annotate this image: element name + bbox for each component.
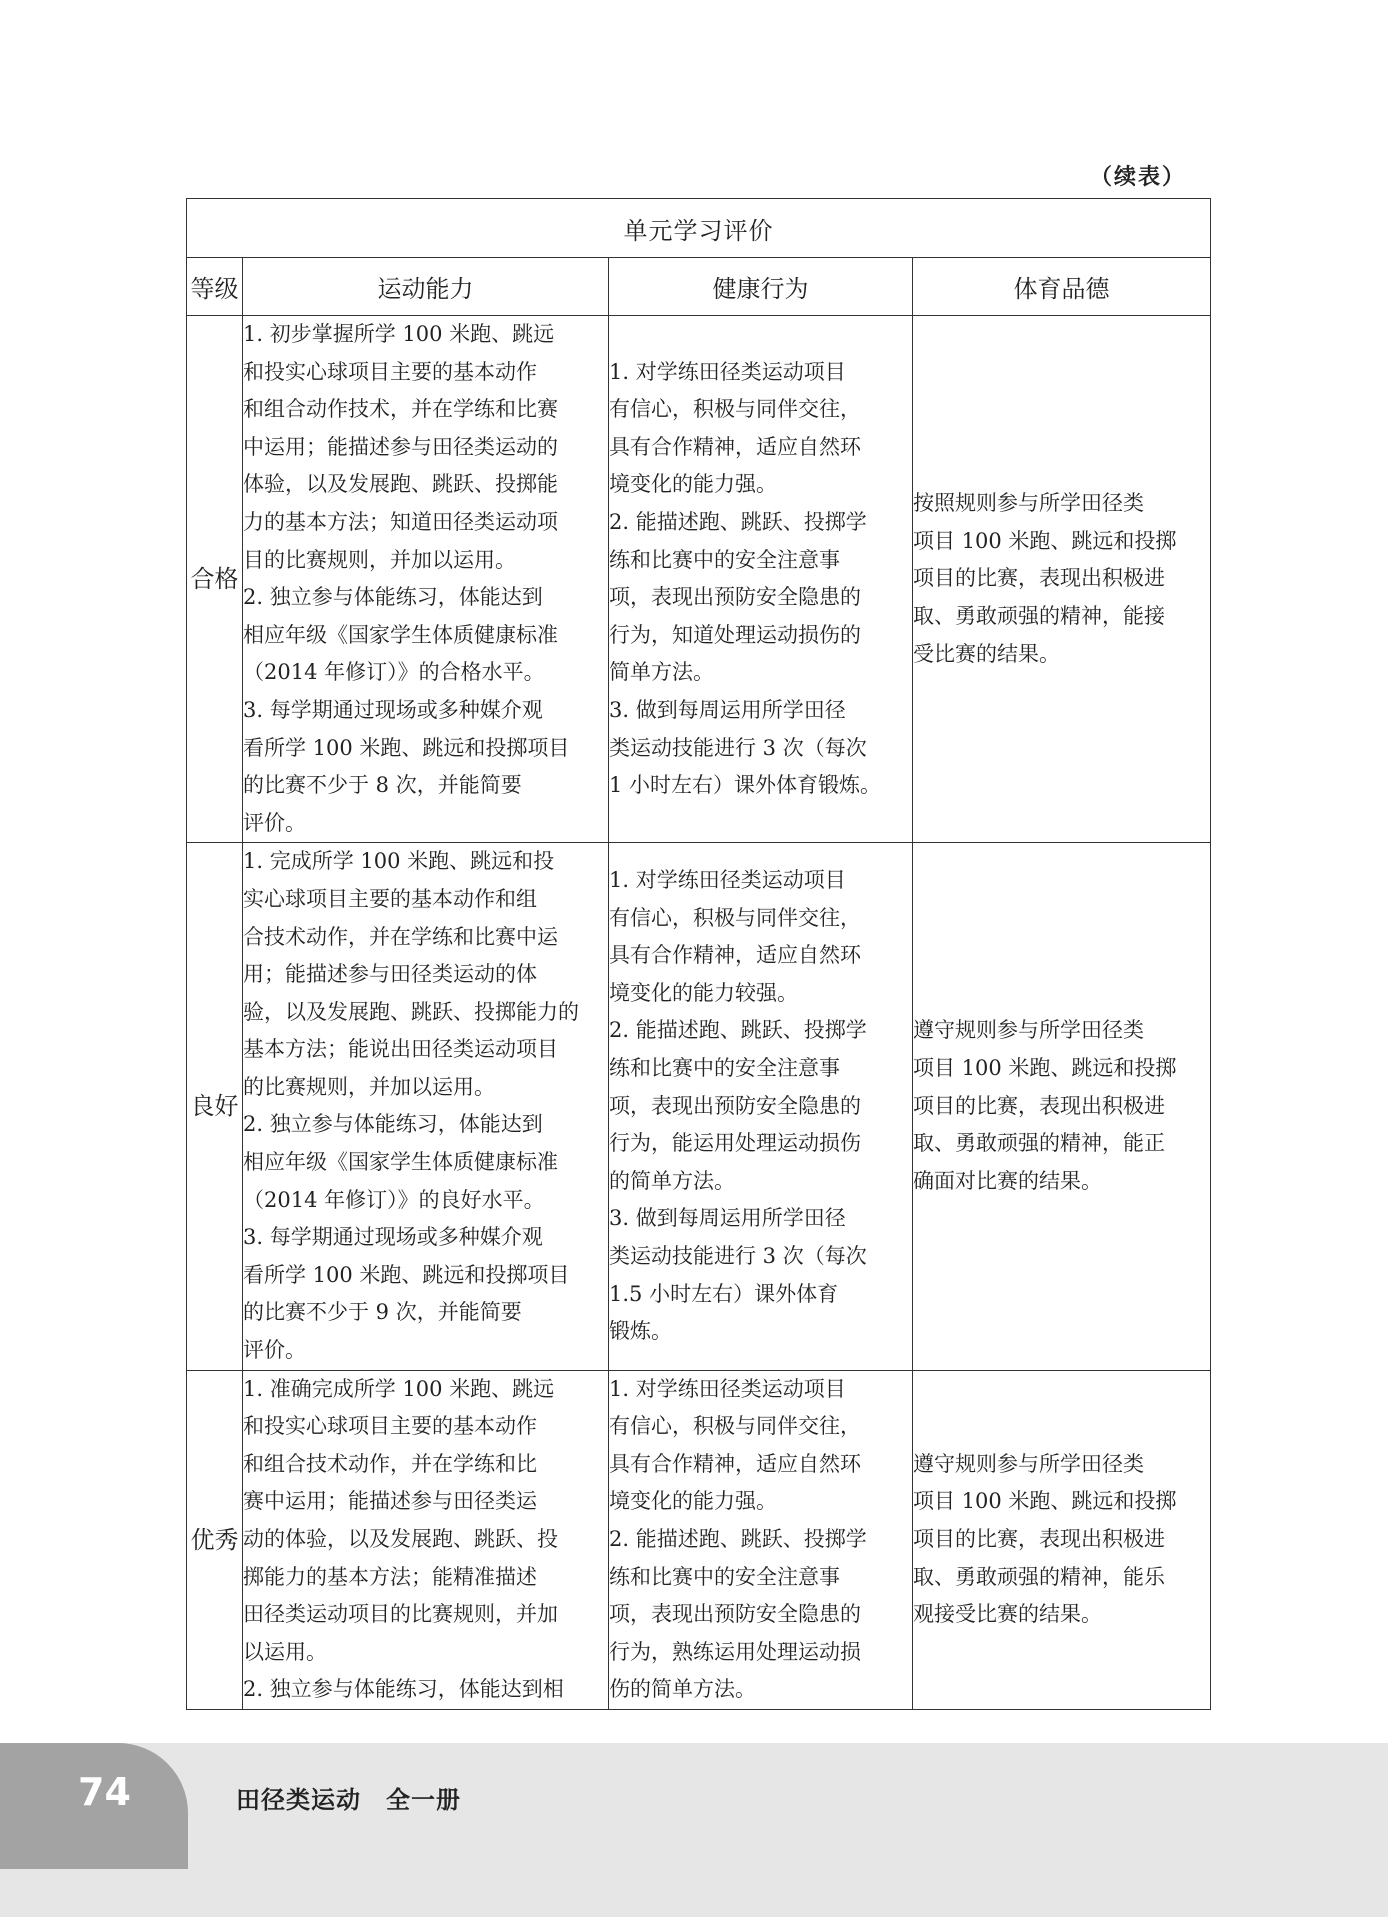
text-line: 锻炼。	[609, 1319, 672, 1344]
text-line: 遵守规则参与所学田径类	[913, 1018, 1144, 1043]
header-health: 健康行为	[609, 258, 913, 316]
sports-ethics-cell	[913, 316, 1211, 843]
text-line: 1. 对学练田径类运动项目	[609, 868, 846, 893]
text-line: 中运用；能描述参与田径类运动的	[243, 434, 558, 459]
text-line: 评价。	[243, 1338, 306, 1363]
text-line: 1. 对学练田径类运动项目	[609, 359, 846, 384]
page-number: 74	[78, 1770, 131, 1814]
text-line: 1 小时左右）课外体育锻炼。	[609, 773, 882, 798]
text-line: 受比赛的结果。	[913, 641, 1060, 666]
text-line: 1. 对学练田径类运动项目	[609, 1376, 846, 1401]
motor-ability-cell	[243, 316, 609, 843]
text-line: 有信心，积极与同伴交往，	[609, 905, 861, 930]
text-line: 行为，熟练运用处理运动损	[609, 1639, 861, 1664]
text-line: 项目的比赛，表现出积极进	[913, 1527, 1165, 1551]
text-line: 具有合作精神，适应自然环	[609, 1451, 861, 1476]
table-title: 单元学习评价	[187, 199, 1211, 258]
text-line: 项目 100 米跑、跳远和投掷	[913, 528, 1177, 553]
text-line: 田径类运动项目的比赛规则，并加	[243, 1602, 558, 1627]
level-label: 合格	[187, 316, 243, 843]
text-line: 目的比赛规则，并加以运用。	[243, 547, 516, 572]
text-line: 力的基本方法；知道田径类运动项	[243, 509, 558, 534]
text-line: 的比赛不少于 9 次，并能简要	[243, 1300, 522, 1325]
text-line: 的比赛不少于 8 次，并能简要	[243, 773, 522, 798]
text-line: 赛中运用；能描述参与田径类运	[243, 1489, 537, 1514]
text-line: 项，表现出预防安全隐患的	[609, 585, 861, 610]
text-line: （2014 年修订）》的良好水平。	[243, 1187, 545, 1212]
text-line: 和组合技术动作，并在学练和比	[243, 1451, 537, 1476]
text-line: 取、勇敢顽强的精神，能乐	[913, 1564, 1165, 1589]
motor-ability-cell	[243, 1370, 609, 1709]
text-line: 3. 每学期通过现场或多种媒介观	[243, 1225, 543, 1250]
text-line: 和投实心球项目主要的基本动作	[243, 1414, 537, 1439]
text-line: 项，表现出预防安全隐患的	[609, 1093, 861, 1118]
text-line: 看所学 100 米跑、跳远和投掷项目	[243, 735, 570, 760]
evaluation-table	[186, 198, 1211, 1710]
text-line: 具有合作精神，适应自然环	[609, 434, 861, 459]
text-line: 合技术动作，并在学练和比赛中运	[243, 924, 558, 949]
text-line: 1. 准确完成所学 100 米跑、跳远	[243, 1376, 555, 1401]
motor-ability-cell	[243, 843, 609, 1370]
text-line: 2. 能描述跑、跳跃、投掷学	[609, 1018, 867, 1043]
text-line: 看所学 100 米跑、跳远和投掷项目	[243, 1262, 570, 1287]
text-line: 2. 能描述跑、跳跃、投掷学	[609, 509, 867, 534]
health-behavior-cell	[609, 316, 913, 843]
sports-ethics-cell	[913, 1370, 1211, 1709]
text-line: 1.5 小时左右）课外体育	[609, 1281, 839, 1306]
text-line: 遵守规则参与所学田径类	[913, 1451, 1144, 1476]
text-line: 项目 100 米跑、跳远和投掷	[913, 1056, 1177, 1081]
book-title: 田径类运动 全一册	[236, 1786, 461, 1814]
text-line: 体验，以及发展跑、跳跃、投掷能	[243, 472, 558, 497]
sports-ethics-cell	[913, 843, 1211, 1370]
text-line: 项目 100 米跑、跳远和投掷	[913, 1489, 1177, 1514]
text-line: 用；能描述参与田径类运动的体	[243, 962, 537, 987]
text-line: 观接受比赛的结果。	[913, 1602, 1102, 1627]
text-line: （2014 年修订）》的合格水平。	[243, 660, 545, 685]
text-line: 有信心，积极与同伴交往，	[609, 397, 861, 422]
text-line: 和组合动作技术，并在学练和比赛	[243, 397, 558, 422]
text-line: 境变化的能力较强。	[609, 980, 798, 1005]
text-line: 项目的比赛，表现出积极进	[913, 566, 1165, 591]
text-line: 境变化的能力强。	[609, 472, 777, 497]
text-line: 具有合作精神，适应自然环	[609, 943, 861, 968]
text-line: 相应年级《国家学生体质健康标准	[243, 1150, 558, 1175]
header-row	[187, 258, 1211, 316]
text-line: 类运动技能进行 3 次（每次	[609, 735, 867, 760]
text-line: 2. 独立参与体能练习，体能达到相	[243, 1677, 564, 1702]
text-line: 确面对比赛的结果。	[913, 1168, 1102, 1193]
text-line: 2. 独立参与体能练习，体能达到	[243, 585, 543, 610]
text-line: 1. 完成所学 100 米跑、跳远和投	[243, 849, 555, 874]
text-line: 练和比赛中的安全注意事	[609, 1564, 840, 1589]
text-line: 伤的简单方法。	[609, 1677, 756, 1702]
text-line: 取、勇敢顽强的精神，能接	[913, 603, 1165, 628]
continued-label: （续表）	[1090, 165, 1187, 190]
table-row	[187, 316, 1211, 843]
text-line: 评价。	[243, 810, 306, 835]
text-line: 的简单方法。	[609, 1168, 735, 1193]
text-line: 境变化的能力强。	[609, 1489, 777, 1514]
text-line: 按照规则参与所学田径类	[913, 491, 1144, 516]
text-line: 1. 初步掌握所学 100 米跑、跳远	[243, 322, 555, 346]
text-line: 的比赛规则，并加以运用。	[243, 1074, 495, 1099]
footer-bar	[0, 1743, 1388, 1917]
text-line: 2. 能描述跑、跳跃、投掷学	[609, 1527, 867, 1551]
header-ethics: 体育品德	[913, 258, 1211, 316]
level-label: 良好	[187, 843, 243, 1370]
text-line: 实心球项目主要的基本动作和组	[243, 886, 537, 911]
text-line: 项目的比赛，表现出积极进	[913, 1093, 1165, 1118]
header-level: 等级	[187, 258, 243, 316]
text-line: 掷能力的基本方法；能精准描述	[243, 1564, 537, 1589]
text-line: 动的体验，以及发展跑、跳跃、投	[243, 1527, 558, 1551]
text-line: 和投实心球项目主要的基本动作	[243, 359, 537, 384]
text-line: 取、勇敢顽强的精神，能正	[913, 1131, 1165, 1156]
text-line: 类运动技能进行 3 次（每次	[609, 1244, 867, 1269]
text-line: 3. 每学期通过现场或多种媒介观	[243, 697, 543, 722]
text-line: 相应年级《国家学生体质健康标准	[243, 622, 558, 647]
text-line: 2. 独立参与体能练习，体能达到	[243, 1112, 543, 1137]
level-label: 优秀	[187, 1370, 243, 1709]
table-row	[187, 843, 1211, 1370]
text-line: 基本方法；能说出田径类运动项目	[243, 1037, 558, 1062]
health-behavior-cell	[609, 843, 913, 1370]
text-line: 有信心，积极与同伴交往，	[609, 1414, 861, 1439]
text-line: 行为，能运用处理运动损伤	[609, 1131, 861, 1156]
health-behavior-cell	[609, 1370, 913, 1709]
text-line: 3. 做到每周运用所学田径	[609, 697, 846, 722]
text-line: 验，以及发展跑、跳跃、投掷能力的	[243, 999, 579, 1024]
text-line: 简单方法。	[609, 660, 714, 685]
text-line: 练和比赛中的安全注意事	[609, 547, 840, 572]
table-row	[187, 1370, 1211, 1709]
text-line: 练和比赛中的安全注意事	[609, 1056, 840, 1081]
text-line: 3. 做到每周运用所学田径	[609, 1206, 846, 1231]
text-line: 以运用。	[243, 1639, 327, 1664]
text-line: 行为，知道处理运动损伤的	[609, 622, 861, 647]
header-motor: 运动能力	[243, 258, 609, 316]
text-line: 项，表现出预防安全隐患的	[609, 1602, 861, 1627]
